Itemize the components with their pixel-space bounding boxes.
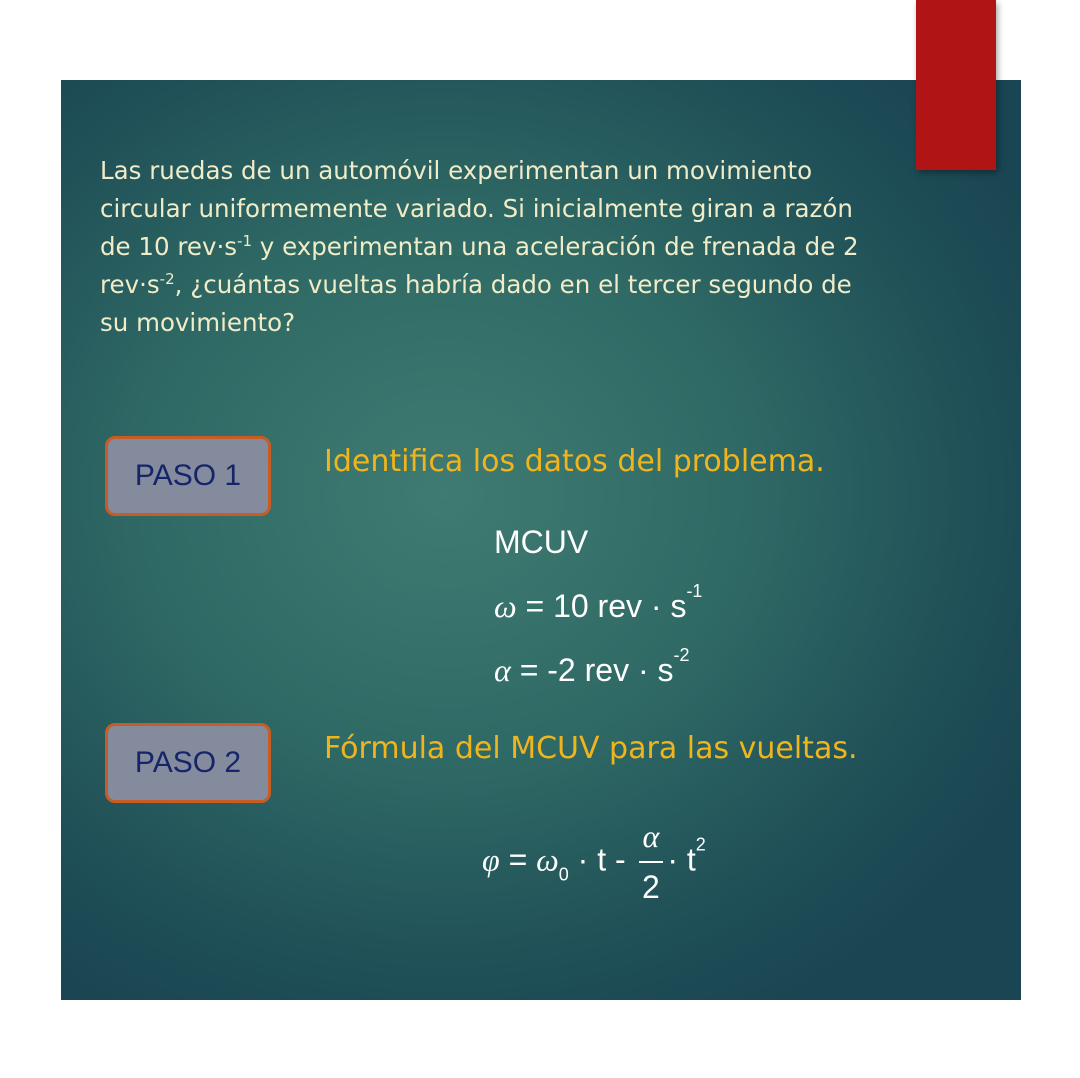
problem-line: $rev\cdot s^{-2}$, ¿cuántas vueltas habría dado en el tercer segundo de — [100, 269, 852, 299]
problem-line: Las ruedas de un automóvil experimentan un movimiento — [100, 156, 813, 185]
omega-symbol: ω — [494, 588, 517, 624]
angle-formula: $\varphi = \omega_0 \cdot t$ - $\frac{\alpha}{2}$ · $t^2$ — [482, 818, 706, 905]
omega0-symbol: ω — [536, 841, 559, 878]
problem-line: de 10 $rev\cdot s^{-1}$ y experimentan una aceleración de frenada de 2 — [100, 231, 859, 261]
step-1-label: PASO 1 — [134, 459, 242, 492]
step-2-title: Fórmula del MCUV para las vueltas. — [324, 731, 858, 766]
alpha-over-two-fraction: $\frac{\alpha}{2}$ — [639, 818, 664, 906]
step-2-badge — [105, 723, 271, 803]
step-1-title: Identifica los datos del problema. — [324, 444, 825, 479]
alpha-symbol: α — [494, 652, 511, 688]
step-1-badge — [105, 436, 271, 516]
phi-symbol: φ — [482, 841, 500, 878]
step-2-label: PASO 2 — [134, 746, 242, 779]
problem-line: su movimiento? — [100, 308, 296, 337]
decorative-red-tab — [916, 0, 996, 170]
data-heading: MCUV — [494, 524, 589, 560]
problem-line: circular uniformemente variado. Si inicialmente giran a razón — [100, 194, 853, 223]
problem-statement — [100, 152, 980, 342]
omega-equation: ω = 10 rev · $s^{-1}$ — [494, 581, 703, 624]
alpha-equation: α = -2 rev · $s^{-2}$ — [494, 645, 690, 688]
